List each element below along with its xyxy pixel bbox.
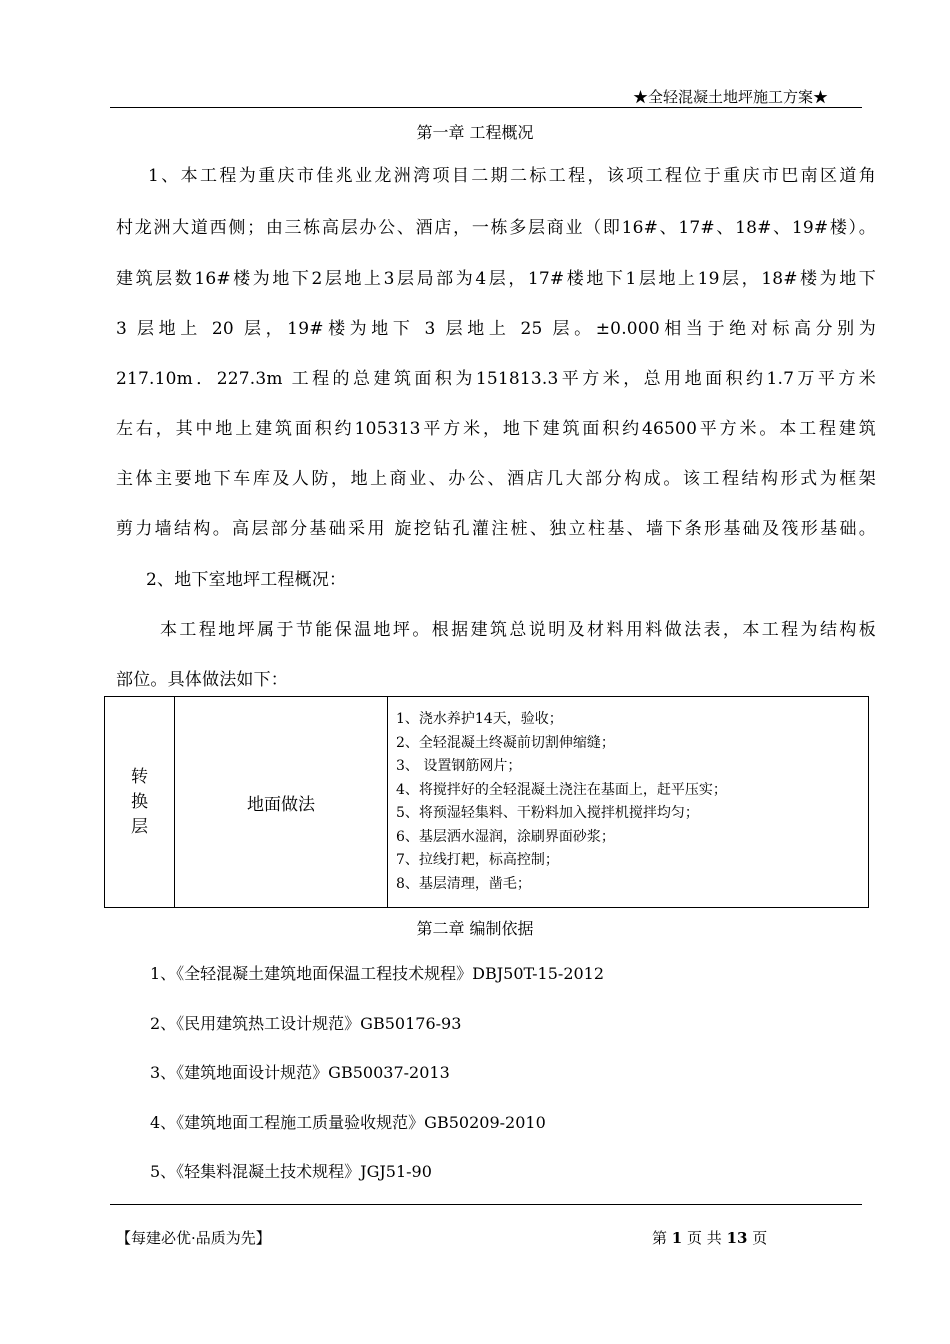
paragraph-line: 部位。具体做法如下： — [116, 670, 288, 690]
chapter-1-title: 第一章 工程概况 — [416, 123, 534, 142]
layer-cell — [105, 697, 175, 908]
paragraph-line: 左右，其中地上建筑面积约105313平方米，地下建筑面积约46500平方米。本工程建筑 — [116, 419, 876, 439]
header-rule — [110, 107, 862, 108]
table-row — [105, 697, 869, 908]
page-number — [652, 1227, 767, 1248]
step-item: 3、 设置钢筋网片； — [396, 758, 522, 774]
list-item: 3、《建筑地面设计规范》GB50037-2013 — [150, 1063, 450, 1082]
list-item: 1、《全轻混凝土建筑地面保温工程技术规程》DBJ50T-15-2012 — [150, 964, 605, 983]
page-prefix: 第 — [652, 1229, 668, 1247]
floor-method-table — [104, 696, 869, 908]
step-item: 6、基层洒水湿润，涂刷界面砂浆； — [396, 828, 615, 845]
paragraph-line: 建筑层数16#楼为地下2层地上3层局部为4层，17#楼地下1层地上19层，18#楼为地下 — [116, 269, 876, 289]
basement-floor-overview-heading: 2、地下室地坪工程概况： — [146, 570, 347, 590]
page-current: 1 — [671, 1229, 683, 1247]
paragraph-line: 1、本工程为重庆市佳兆业龙洲湾项目二期二标工程，该项工程位于重庆市巴南区道角 — [148, 166, 876, 186]
footer-slogan: 【每建必优·品质为先】 — [116, 1229, 271, 1247]
step-item: 7、拉线打耙，标高控制； — [396, 852, 559, 868]
list-item: 5、《轻集料混凝土技术规程》JGJ51-90 — [150, 1162, 432, 1181]
footer-rule — [110, 1204, 862, 1205]
step-item: 5、将预湿轻集料、干粉料加入搅拌机搅拌均匀； — [396, 805, 699, 821]
chapter-2-title: 第二章 编制依据 — [416, 919, 534, 938]
paragraph-line: 村龙洲大道西侧；由三栋高层办公、酒店，一栋多层商业（即16#、17#、18#、19#楼）。 — [116, 218, 876, 238]
paragraph-line: 剪力墙结构。高层部分基础采用 旋挖钻孔灌注桩、独立柱基、墙下条形基础及筏形基础。 — [116, 519, 876, 539]
step-item: 2、全轻混凝土终凝前切割伸缩缝； — [396, 734, 615, 751]
method-cell: 地面做法 — [175, 697, 388, 908]
page-mid: 页 共 — [687, 1229, 722, 1247]
step-item: 4、将搅拌好的全轻混凝土浇注在基面上，赶平压实； — [396, 781, 727, 798]
paragraph-line: 主体主要地下车库及人防，地上商业、办公、酒店几大部分构成。该工程结构形式为框架 — [116, 469, 876, 489]
page-total: 13 — [726, 1229, 748, 1247]
page-suffix: 页 — [752, 1229, 768, 1247]
step-item: 1、浇水养护14天，验收； — [396, 711, 563, 727]
steps-cell — [388, 697, 869, 908]
list-item: 2、《民用建筑热工设计规范》GB50176-93 — [150, 1014, 462, 1033]
step-item: 8、基层清理，凿毛； — [396, 875, 531, 892]
list-item: 4、《建筑地面工程施工质量验收规范》GB50209-2010 — [150, 1113, 546, 1132]
paragraph-line: 3 层地上 20 层，19#楼为地下 3 层地上 25 层。±0.000相当于绝对标高分别为 — [116, 319, 876, 339]
paragraph-line: 217.10m．227.3m 工程的总建筑面积为151813.3平方米，总用地面积约1.7万平方米 — [116, 369, 876, 389]
document-title: ★全轻混凝土地坪施工方案★ — [632, 88, 828, 106]
layer-char: 层 — [131, 816, 148, 837]
layer-char: 换 — [131, 791, 148, 812]
paragraph-line: 本工程地坪属于节能保温地坪。根据建筑总说明及材料用料做法表，本工程为结构板 — [160, 620, 876, 640]
layer-char: 转 — [131, 766, 148, 787]
